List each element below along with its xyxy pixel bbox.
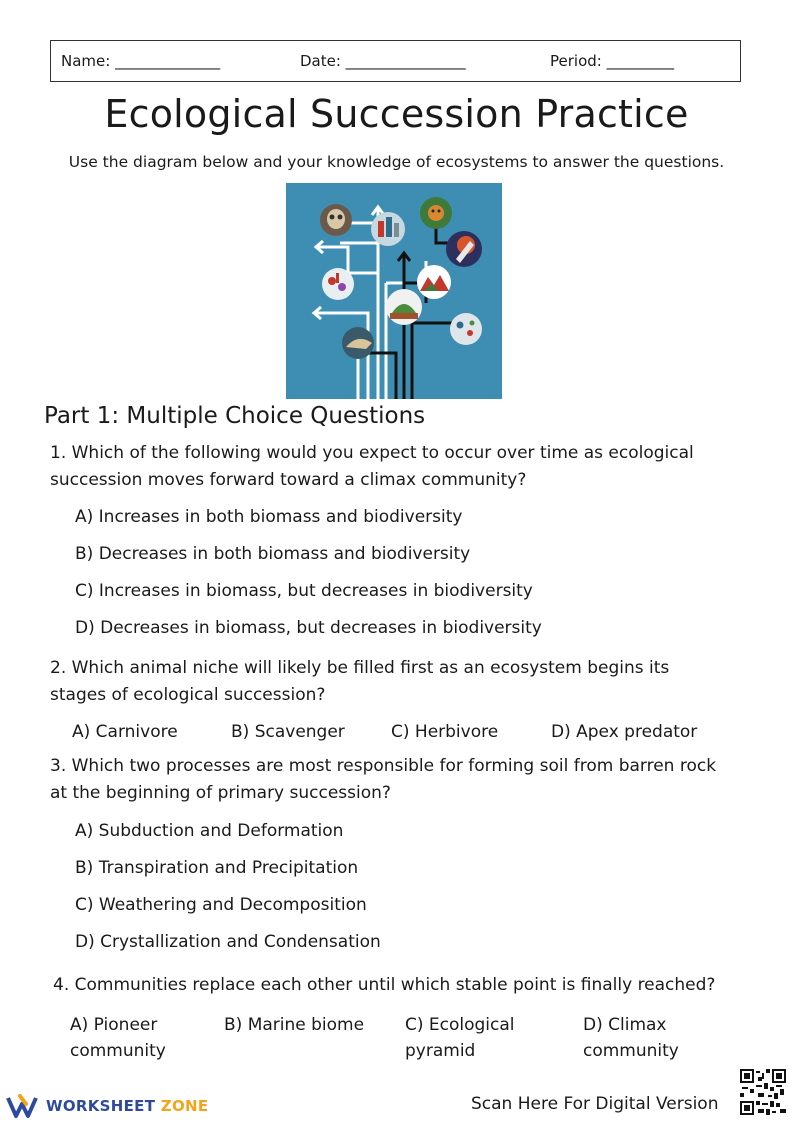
date-field[interactable]: Date: ________________ [300,52,466,70]
name-field[interactable]: Name: ______________ [61,52,221,70]
logo-text[interactable] [46,1097,208,1115]
q3-option-d[interactable]: D) Crystallization and Condensation [75,932,381,952]
question-4: 4. Communities replace each other until which stable point is finally reached? [53,975,716,995]
q2-option-d[interactable]: D) Apex predator [551,722,698,742]
q4-option-c[interactable]: C) Ecological pyramid [405,1015,515,1061]
question-3: 3. Which two processes are most responsible for forming soil from barren rock at the beginning of primary succession? [50,756,717,803]
logo-word-worksheet: WORKSHEET [46,1097,156,1115]
q4-option-b[interactable]: B) Marine biome [224,1015,365,1035]
student-info-box [50,40,741,82]
logo-word-zone: ZONE [160,1097,209,1115]
q3-option-a[interactable]: A) Subduction and Deformation [75,821,344,841]
q2-option-c[interactable]: C) Herbivore [391,722,499,742]
period-field[interactable]: Period: _________ [550,52,675,70]
qr-code-icon[interactable] [740,1069,786,1115]
circle-microbes [450,313,482,345]
circle-cells [322,268,354,300]
instructions: Use the diagram below and your knowledge of ecosystems to answer the questions. [68,153,725,171]
q4-option-a[interactable]: A) Pioneer community [70,1015,166,1061]
worksheet-title: Ecological Succession Practice [104,92,689,136]
circle-mountains [417,265,451,299]
q4-option-d[interactable]: D) Climax community [583,1015,679,1061]
q2-option-a[interactable]: A) Carnivore [72,722,178,742]
q3-option-c[interactable]: C) Weathering and Decomposition [75,895,367,915]
question-1: 1. Which of the following would you expect to occur over time as ecological succession moves forward toward a climax community? [50,443,694,490]
part1-heading: Part 1: Multiple Choice Questions [44,403,426,429]
scan-instructions: Scan Here For Digital Version [471,1094,719,1114]
q3-option-b[interactable]: B) Transpiration and Precipitation [75,858,359,878]
question-2: 2. Which animal niche will likely be filled first as an ecosystem begins its stages of ecological succession? [50,658,670,705]
succession-diagram [286,183,502,399]
q1-option-c[interactable]: C) Increases in biomass, but decreases in biodiversity [75,581,533,601]
q1-option-b[interactable]: B) Decreases in both biomass and biodiversity [75,544,471,564]
q1-option-a[interactable]: A) Increases in both biomass and biodiversity [75,507,463,527]
q2-option-b[interactable]: B) Scavenger [231,722,345,742]
q1-option-d[interactable]: D) Decreases in biomass, but decreases in biodiversity [75,618,542,638]
